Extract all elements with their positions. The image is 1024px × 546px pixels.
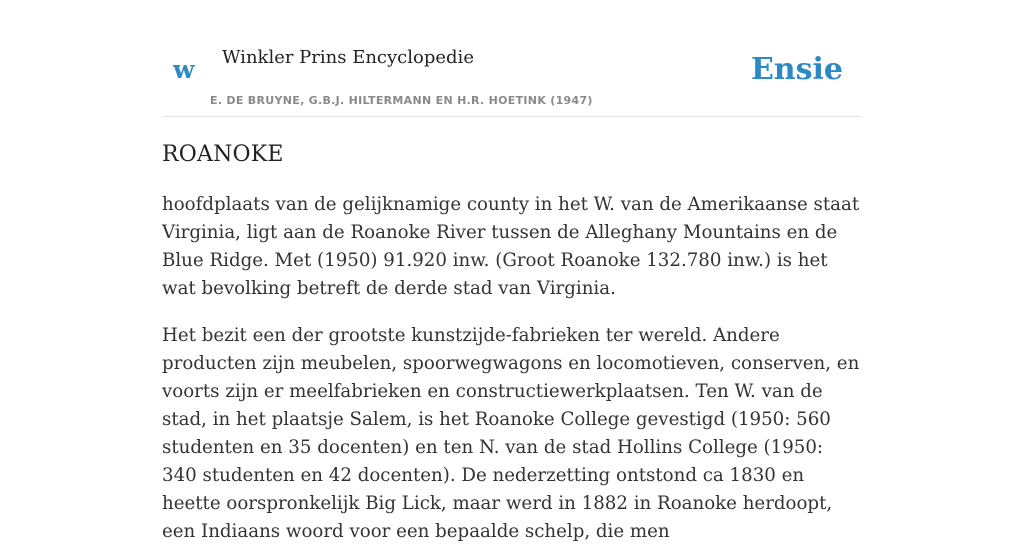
article-paragraph: Het bezit een der grootste kunstzijde-fabrieken ter wereld. Andere producten zijn meubelen, spoorwegwagons en locomotieven, conserven, en voorts zijn er meelfabrieken en constructiewerkplaatsen. Ten W. van de stad, in het plaatsje Salem, is het Roanoke College gevestigd (1950: 560 studenten en 35 docenten) en ten N. van de stad Hollins College (1950: 340 studenten en 42 docenten). De nederzetting ontstond ca 1830 en heette oorspronkelijk Big Lick, maar werd in 1882 in Roanoke herdoopt, een Indiaans woord voor een bepaalde schelp, die men (162, 325, 860, 542)
source-title[interactable]: Winkler Prins Encyclopedie (222, 47, 474, 68)
ensie-brand-logo[interactable]: Ensie (750, 52, 843, 87)
source-header (162, 0, 862, 117)
article (162, 136, 862, 546)
article-title: ROANOKE (162, 142, 284, 167)
source-logo-icon[interactable]: w (173, 55, 195, 84)
source-authors: E. DE BRUYNE, G.B.J. HILTERMANN EN H.R. HOETINK (1947) (210, 94, 593, 107)
article-paragraph: hoofdplaats van de gelijknamige county in het W. van de Amerikaanse staat Virginia, ligt aan de Roanoke River tussen de Alleghany Mountains en de Blue Ridge. Met (1950) 91.920 inw. (Groot Roanoke 132.780 inw.) is het wat bevolking betreft de derde stad van Virginia. (162, 194, 860, 299)
